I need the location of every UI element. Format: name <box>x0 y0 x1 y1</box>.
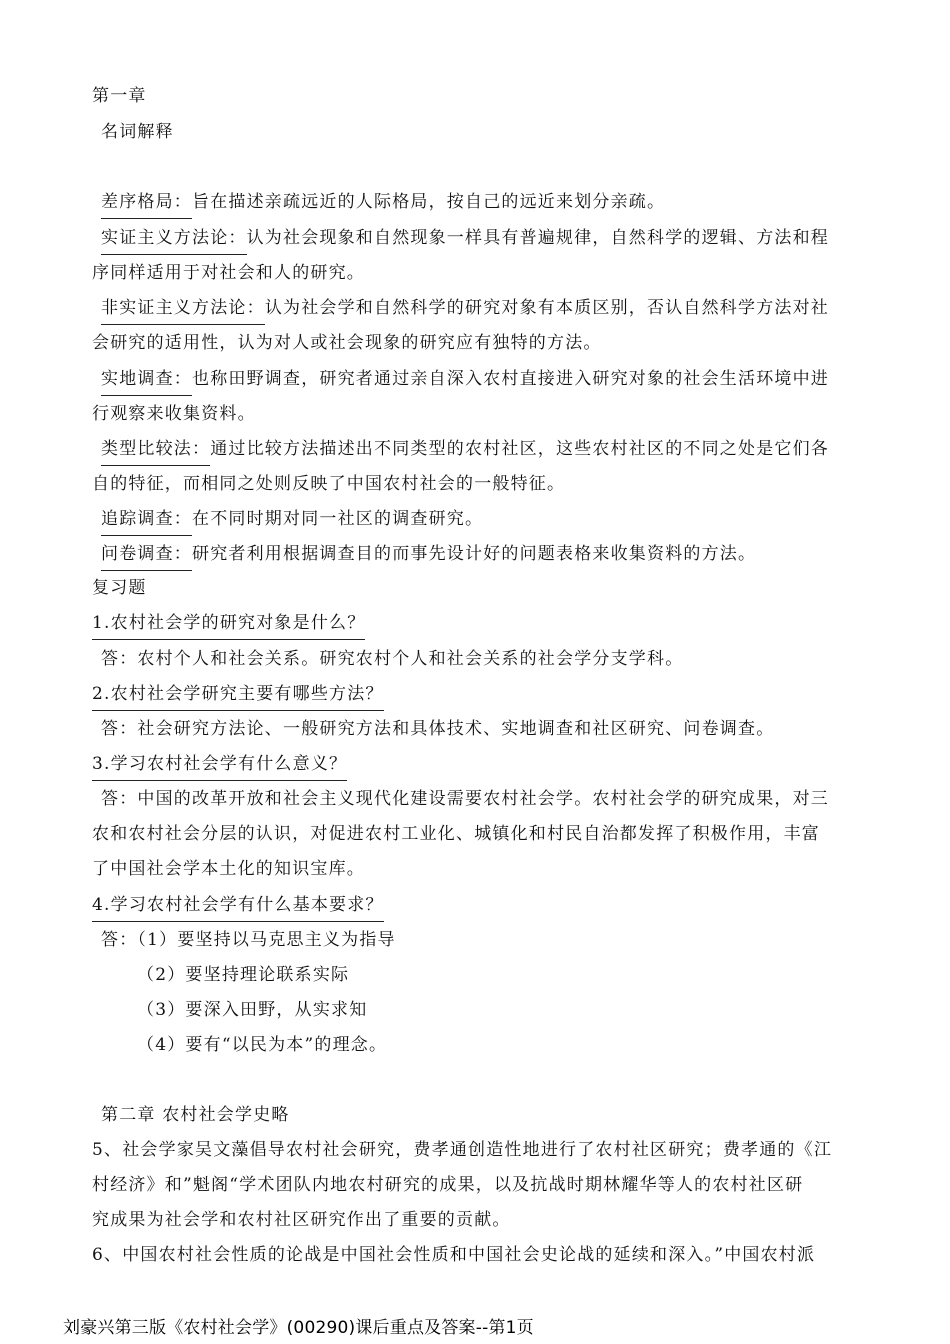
answer-list-item: （4）要有“以民为本”的理念。 <box>137 1035 388 1055</box>
term-definition-cont: 会研究的适用性，认为对人或社会现象的研究应有独特的方法。 <box>92 333 602 353</box>
term-item <box>101 507 871 531</box>
question <box>92 611 862 635</box>
question <box>92 682 862 706</box>
term-definition-cont: 自的特征，而相同之处则反映了中国农村社会的一般特征。 <box>92 474 566 494</box>
question-text: 2.农村社会学研究主要有哪些方法？ <box>92 684 384 711</box>
answer: 答：农村个人和社会关系。研究农村个人和社会关系的社会学分支学科。 <box>101 649 684 669</box>
section-title-review: 复习题 <box>92 578 147 598</box>
answer-cont: 农和农村社会分层的认识，对促进农村工业化、城镇化和村民自治都发挥了积极作用，丰富 <box>92 824 820 844</box>
chapter-title: 第一章 <box>92 86 147 106</box>
term-item <box>101 367 871 391</box>
term-definition: 通过比较方法描述出不同类型的农村社区，这些农村社区的不同之处是它们各 <box>210 439 830 459</box>
answer: 答：（1）要坚持以马克思主义为指导 <box>101 930 396 950</box>
answer-list-item: （2）要坚持理论联系实际 <box>137 965 350 985</box>
term-item <box>101 542 871 566</box>
question <box>92 752 862 776</box>
section-title-terms: 名词解释 <box>101 122 174 142</box>
term-definition-cont: 序同样适用于对社会和人的研究。 <box>92 263 365 283</box>
paragraph-line: 村经济》和”魁阁“学术团队内地农村研究的成果，以及抗战时期林耀华等人的农村社区研 <box>92 1175 804 1195</box>
term-definition: 认为社会现象和自然现象一样具有普遍规律，自然科学的逻辑、方法和程 <box>246 228 830 248</box>
paragraph-line: 5、社会学家吴文藻倡导农村社会研究，费孝通创造性地进行了农村社区研究；费孝通的《江 <box>92 1140 833 1160</box>
term-definition: 研究者利用根据调查目的而事先设计好的问题表格来收集资料的方法。 <box>192 544 757 564</box>
term-label: 实地调查： <box>101 369 192 396</box>
answer-list-item: （3）要深入田野，从实求知 <box>137 1000 368 1020</box>
term-definition: 旨在描述亲疏远近的人际格局，按自己的远近来划分亲疏。 <box>192 192 666 212</box>
question-text: 1.农村社会学的研究对象是什么？ <box>92 613 365 640</box>
question <box>92 893 862 917</box>
page-footer: 刘豪兴第三版《农村社会学》(00290)课后重点及答案--第1页 <box>63 1318 534 1338</box>
term-definition: 也称田野调查，研究者通过亲自深入农村直接进入研究对象的社会生活环境中进 <box>192 369 829 389</box>
term-item <box>101 190 871 214</box>
term-label: 实证主义方法论： <box>101 228 247 255</box>
chapter-title: 第二章 农村社会学史略 <box>101 1105 290 1125</box>
paragraph-line: 6、中国农村社会性质的论战是中国社会性质和中国社会史论战的延续和深入。”中国农村派 <box>92 1245 816 1265</box>
term-label: 追踪调查： <box>101 509 192 536</box>
term-definition: 在不同时期对同一社区的调查研究。 <box>192 509 484 529</box>
term-label: 非实证主义方法论： <box>101 298 265 325</box>
answer: 答：社会研究方法论、一般研究方法和具体技术、实地调查和社区研究、问卷调查。 <box>101 719 775 739</box>
question-text: 4.学习农村社会学有什么基本要求？ <box>92 895 384 922</box>
paragraph-line: 究成果为社会学和农村社区研究作出了重要的贡献。 <box>92 1210 511 1230</box>
term-item <box>101 296 871 320</box>
term-item <box>101 437 871 461</box>
term-item <box>101 226 871 250</box>
question-text: 3.学习农村社会学有什么意义？ <box>92 754 347 781</box>
answer-cont: 了中国社会学本土化的知识宝库。 <box>92 859 365 879</box>
term-label: 问卷调查： <box>101 544 192 571</box>
answer: 答：中国的改革开放和社会主义现代化建设需要农村社会学。农村社会学的研究成果，对三 <box>101 789 829 809</box>
term-definition-cont: 行观察来收集资料。 <box>92 404 256 424</box>
term-label: 类型比较法： <box>101 439 210 466</box>
term-definition: 认为社会学和自然科学的研究对象有本质区别，否认自然科学方法对社 <box>264 298 830 318</box>
term-label: 差序格局： <box>101 192 192 219</box>
